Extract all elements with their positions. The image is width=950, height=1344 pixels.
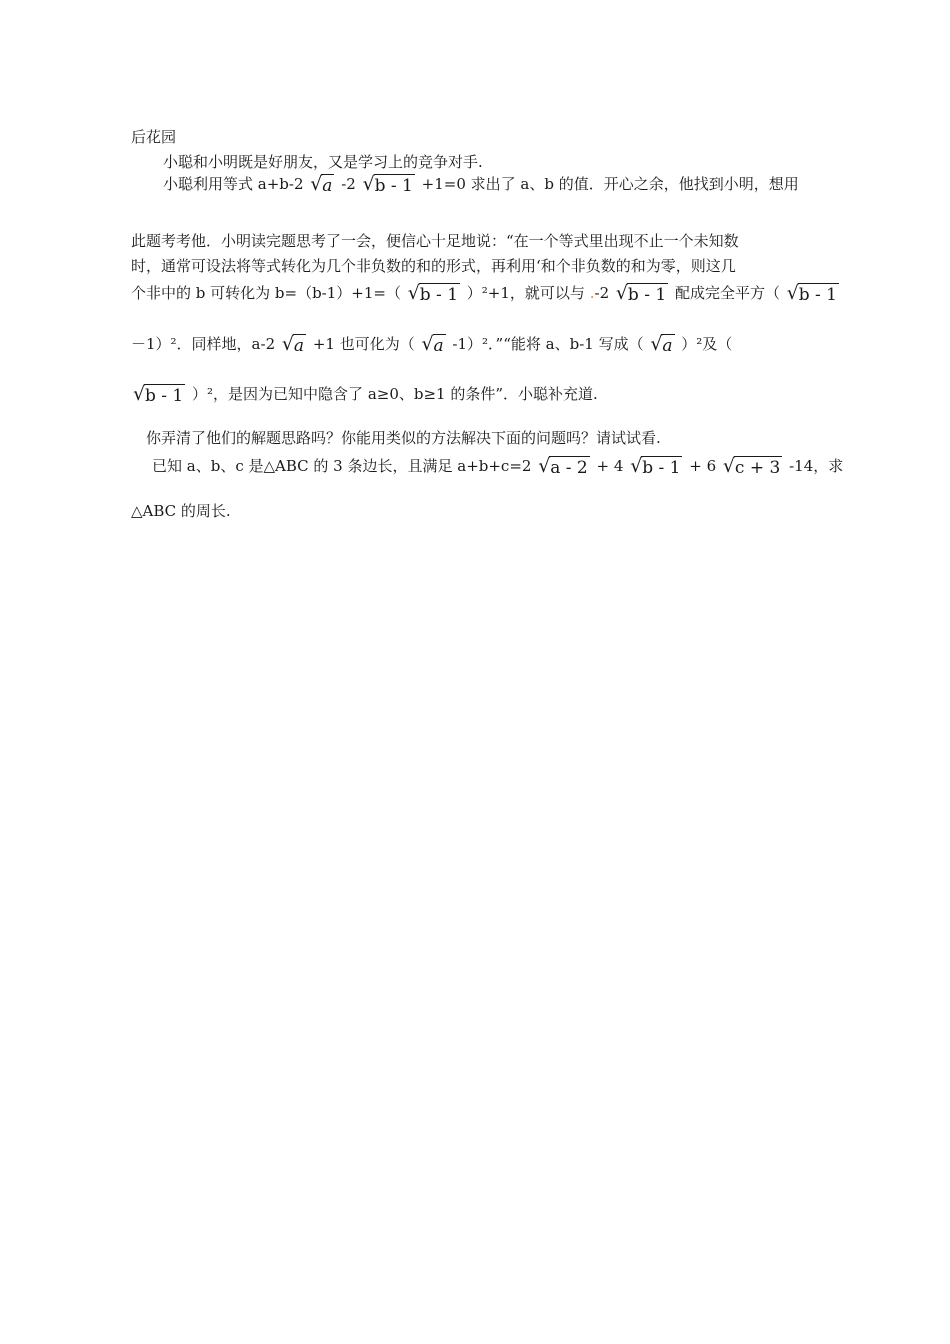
text-segment: 个非中的 b 可转化为 b=（b-1）+1=（	[131, 284, 401, 302]
text-segment: 时，通常可设法将等式转化为几个非负数的和的形式，再利用‘和个非负数的和为零，则这几	[131, 257, 736, 275]
radical-sign: √	[722, 455, 736, 477]
highlight-mark: .	[589, 284, 595, 302]
radical-sign: √	[281, 333, 295, 355]
radicand: a	[433, 336, 444, 356]
text-segment: △ABC 的周长.	[131, 502, 231, 520]
paragraph-line-4	[131, 256, 736, 276]
radicand: b - 1	[374, 176, 413, 196]
text-segment: 小聪利用等式 a+b-2	[163, 175, 304, 193]
text-segment: 已知 a、b、c 是△ABC 的 3 条边长，且满足 a+b+c=2	[152, 457, 532, 475]
paragraph-line-7	[131, 384, 598, 406]
sqrt-b-minus-1	[363, 174, 415, 196]
radical-sign: √	[630, 455, 643, 477]
paragraph-problem	[152, 456, 843, 478]
radicand: b - 1	[642, 458, 681, 478]
radicand: b - 1	[145, 386, 184, 406]
radical-sign: √	[421, 333, 434, 355]
text-segment: -2	[341, 175, 356, 193]
sqrt-b-minus-1	[133, 384, 185, 406]
sqrt-b-minus-1	[616, 283, 668, 305]
paragraph-intro	[163, 152, 483, 172]
text-segment: ）²及（	[681, 335, 733, 353]
text-segment: -2	[594, 284, 610, 302]
radicand: a	[293, 336, 305, 356]
sqrt-b-minus-1	[408, 283, 460, 305]
text-segment: -1）²．”“能将 a、b-1 写成（	[452, 335, 644, 353]
radical-sign: √	[362, 173, 375, 195]
radicand: a	[322, 176, 333, 196]
sqrt-a	[310, 174, 334, 196]
sqrt-a	[422, 334, 446, 356]
paragraph-line-5	[131, 283, 841, 305]
paragraph-question	[146, 428, 661, 448]
paragraph-equation-line	[163, 174, 799, 196]
section-title	[131, 127, 176, 147]
radical-sign: √	[650, 333, 663, 355]
sqrt-a	[650, 334, 674, 356]
radicand: b - 1	[798, 285, 837, 305]
radical-sign: √	[538, 455, 551, 477]
text-segment: 你弄清了他们的解题思路吗？你能用类似的方法解决下面的问题吗？请试试看.	[146, 429, 661, 447]
sqrt-a-minus-2	[538, 456, 590, 478]
sqrt-a	[282, 334, 306, 356]
text-segment: ）²，是因为已知中隐含了 a≥0、b≥1 的条件”．小聪补充道.	[192, 385, 598, 403]
radicand: b - 1	[419, 285, 459, 305]
radicand: c + 3	[734, 458, 781, 478]
radical-sign: √	[786, 282, 799, 304]
sqrt-b-minus-1	[787, 283, 839, 305]
text-segment: + 6	[689, 457, 717, 475]
radicand: a	[662, 336, 673, 356]
radical-sign: √	[310, 173, 323, 195]
text-segment: 此题考考他．小明读完题思考了一会，便信心十足地说：“在一个等式里出现不止一个未知数	[131, 232, 739, 250]
text-segment: 配成完全平方（	[674, 284, 780, 302]
text-segment: －1）²．同样地，a-2	[131, 335, 276, 353]
paragraph-line-6	[131, 334, 732, 356]
paragraph-line-3	[131, 231, 739, 251]
text-segment: +1 也可化为（	[312, 335, 415, 353]
text-segment: -14，求	[789, 457, 844, 475]
radical-sign: √	[407, 282, 420, 304]
title-text: 后花园	[131, 128, 177, 146]
radicand: a - 2	[550, 458, 588, 478]
radical-sign: √	[615, 282, 629, 304]
radical-sign: √	[133, 383, 146, 405]
sqrt-c-plus-3	[723, 456, 782, 478]
intro-text: 小聪和小明既是好朋友，又是学习上的竞争对手.	[163, 153, 483, 171]
radicand: b - 1	[627, 285, 667, 305]
text-segment: ）²+1，就可以与	[466, 284, 585, 302]
text-segment: + 4	[596, 457, 624, 475]
paragraph-problem-end	[131, 501, 231, 521]
text-segment: +1=0 求出了 a、b 的值．开心之余，他找到小明，想用	[421, 175, 799, 193]
sqrt-b-minus-1	[630, 456, 682, 478]
